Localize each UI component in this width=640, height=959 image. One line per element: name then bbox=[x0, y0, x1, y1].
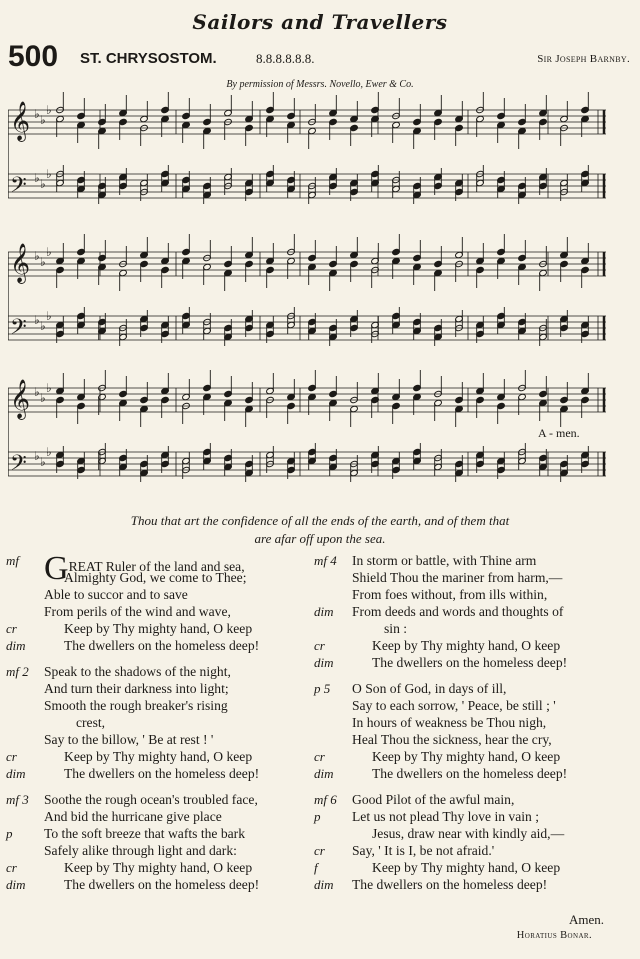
verse-line bbox=[6, 842, 306, 859]
permission-note: By permission of Messrs. Novello, Ewer & Co. bbox=[226, 79, 414, 90]
verse bbox=[314, 552, 614, 671]
flat-icon: ♭ bbox=[34, 171, 40, 185]
verse-line bbox=[6, 825, 306, 842]
verse-line bbox=[6, 603, 306, 620]
hymn-header bbox=[8, 40, 630, 76]
verse-line bbox=[6, 586, 306, 603]
epigraph-line-2: are afar off upon the sea. bbox=[254, 531, 386, 546]
dynamic-mark: mf 6 bbox=[314, 792, 337, 807]
verse-text: From deeds and words and thoughts of bbox=[352, 604, 564, 619]
verse-line bbox=[314, 714, 614, 731]
dynamic-mark: cr bbox=[314, 749, 325, 764]
verse-line bbox=[6, 748, 306, 765]
verse-text: Keep by Thy mighty hand, O keep bbox=[64, 749, 253, 764]
verse-text: And turn their darkness into light; bbox=[44, 681, 229, 696]
verse-line bbox=[314, 552, 614, 569]
verse-line bbox=[314, 603, 614, 620]
verse-line bbox=[314, 654, 614, 671]
flat-icon: ♭ bbox=[40, 391, 46, 405]
verse-line bbox=[314, 620, 614, 637]
verse-text: To the soft breeze that wafts the bark bbox=[44, 826, 245, 841]
flat-icon: ♭ bbox=[40, 177, 46, 191]
verse-text: The dwellers on the homeless deep! bbox=[64, 638, 260, 653]
verse-line bbox=[6, 697, 306, 714]
flat-icon: ♭ bbox=[34, 249, 40, 263]
verses-right-column bbox=[314, 552, 614, 902]
verse-line bbox=[6, 569, 306, 586]
verse-line bbox=[6, 714, 306, 731]
verse-text: Jesus, draw near with kindly aid,— bbox=[372, 826, 565, 841]
verse-text: In storm or battle, with Thine arm bbox=[352, 553, 537, 568]
verse-line bbox=[314, 765, 614, 782]
verse-line bbox=[6, 808, 306, 825]
verse-text: The dwellers on the homeless deep! bbox=[64, 766, 260, 781]
dynamic-mark: dim bbox=[314, 766, 334, 781]
verse bbox=[6, 663, 306, 782]
epigraph-line-1: Thou that art the confidence of all the ends of the earth, and of them that bbox=[130, 513, 510, 528]
dynamic-mark: dim bbox=[314, 655, 334, 670]
dynamic-mark: cr bbox=[6, 749, 17, 764]
verses-left-column bbox=[6, 552, 306, 902]
verse-text-rest: REAT Ruler of the land and sea, bbox=[68, 559, 245, 574]
dynamic-mark: dim bbox=[6, 766, 26, 781]
verse-line bbox=[314, 731, 614, 748]
dynamic-mark: dim bbox=[314, 604, 334, 619]
verse-text: sin : bbox=[384, 621, 408, 636]
verse-text: And bid the hurricane give place bbox=[44, 809, 222, 824]
verse-line bbox=[314, 569, 614, 586]
flat-icon: ♭ bbox=[34, 385, 40, 399]
section-title: Sailors and Travellers bbox=[192, 10, 448, 34]
bass-clef-icon: 𝄢 bbox=[10, 173, 27, 203]
verse-text: Smooth the rough breaker's rising bbox=[44, 698, 228, 713]
verse-line bbox=[314, 842, 614, 859]
dynamic-mark: mf 3 bbox=[6, 792, 29, 807]
flat-icon: ♭ bbox=[40, 455, 46, 469]
verse-text: Almighty God, we come to Thee; bbox=[64, 570, 247, 585]
drop-cap: G bbox=[44, 550, 69, 587]
verse bbox=[314, 680, 614, 782]
flat-icon: ♭ bbox=[46, 381, 52, 395]
verse-line bbox=[6, 765, 306, 782]
epigraph bbox=[40, 512, 600, 548]
verse-line bbox=[6, 859, 306, 876]
flat-icon: ♭ bbox=[46, 103, 52, 117]
verse-text: From perils of the wind and wave, bbox=[44, 604, 231, 619]
verse-text: O Son of God, in days of ill, bbox=[352, 681, 507, 696]
tune-name: ST. CHRYSOSTOM. bbox=[80, 50, 217, 67]
verse-text: Safely alike through light and dark: bbox=[44, 843, 237, 858]
amen-final: Amen. bbox=[568, 912, 604, 927]
flat-icon: ♭ bbox=[46, 445, 52, 459]
verse-text: Speak to the shadows of the night, bbox=[44, 664, 231, 679]
verse-line bbox=[314, 637, 614, 654]
verse-line bbox=[6, 791, 306, 808]
verse-text: Keep by Thy mighty hand, O keep bbox=[64, 621, 253, 636]
flat-icon: ♭ bbox=[34, 313, 40, 327]
verse-text: In hours of weakness be Thou nigh, bbox=[352, 715, 547, 730]
verse-text: Good Pilot of the awful main, bbox=[352, 792, 515, 807]
verse-line bbox=[314, 876, 614, 893]
verse-text: Keep by Thy mighty hand, O keep bbox=[372, 638, 561, 653]
verse bbox=[6, 552, 306, 654]
composer: Sir Joseph Barnby. bbox=[537, 53, 630, 65]
music-score bbox=[8, 92, 608, 512]
verse-line bbox=[6, 731, 306, 748]
flat-icon: ♭ bbox=[46, 167, 52, 181]
dynamic-mark: mf 2 bbox=[6, 664, 29, 679]
dynamic-mark: f bbox=[314, 860, 318, 875]
bass-clef-icon: 𝄢 bbox=[10, 451, 27, 481]
verse bbox=[6, 791, 306, 893]
dynamic-mark: mf bbox=[6, 553, 19, 568]
verse-text: Keep by Thy mighty hand, O keep bbox=[64, 860, 253, 875]
flat-icon: ♭ bbox=[40, 319, 46, 333]
treble-clef-icon: 𝄞 bbox=[10, 101, 31, 141]
dynamic-mark: cr bbox=[314, 638, 325, 653]
verse-line bbox=[314, 825, 614, 842]
verse-text: The dwellers on the homeless deep! bbox=[372, 766, 568, 781]
flat-icon: ♭ bbox=[40, 113, 46, 127]
verse-text: Say to the billow, ' Be at rest ! ' bbox=[44, 732, 214, 747]
verse-line bbox=[314, 697, 614, 714]
verse-text: The dwellers on the homeless deep! bbox=[352, 877, 548, 892]
verse-text: Let us not plead Thy love in vain ; bbox=[352, 809, 540, 824]
verse-text: Say to each sorrow, ' Peace, be still ; ' bbox=[352, 698, 556, 713]
verses bbox=[0, 552, 640, 932]
flat-icon: ♭ bbox=[34, 449, 40, 463]
verse-text: Keep by Thy mighty hand, O keep bbox=[372, 860, 561, 875]
meter: 8.8.8.8.8.8. bbox=[256, 51, 315, 66]
amen-lyric: A - men. bbox=[538, 426, 580, 440]
verse-line bbox=[6, 620, 306, 637]
verse-text: Soothe the rough ocean's troubled face, bbox=[44, 792, 258, 807]
dynamic-mark: dim bbox=[314, 877, 334, 892]
verse-text: Shield Thou the mariner from harm,— bbox=[352, 570, 563, 585]
score-svg bbox=[8, 92, 608, 512]
hymn-number: 500 bbox=[8, 40, 59, 73]
verse bbox=[314, 791, 614, 893]
flat-icon: ♭ bbox=[46, 309, 52, 323]
dynamic-mark: p 5 bbox=[314, 681, 331, 696]
verse-line bbox=[6, 637, 306, 654]
verse-line bbox=[314, 808, 614, 825]
dynamic-mark: cr bbox=[6, 621, 17, 636]
dynamic-mark: dim bbox=[6, 877, 26, 892]
verse-text: From foes without, from ills within, bbox=[352, 587, 548, 602]
dynamic-mark: p bbox=[314, 809, 321, 824]
treble-clef-icon: 𝄞 bbox=[10, 379, 31, 419]
verse-line bbox=[6, 876, 306, 893]
flat-icon: ♭ bbox=[34, 107, 40, 121]
verse-text: The dwellers on the homeless deep! bbox=[372, 655, 568, 670]
verse-line bbox=[314, 680, 614, 697]
verse-text: Keep by Thy mighty hand, O keep bbox=[372, 749, 561, 764]
bass-clef-icon: 𝄢 bbox=[10, 315, 27, 345]
dynamic-mark: p bbox=[6, 826, 13, 841]
treble-clef-icon: 𝄞 bbox=[10, 243, 31, 283]
dynamic-mark: cr bbox=[6, 860, 17, 875]
verse-line bbox=[314, 791, 614, 808]
verse-text: crest, bbox=[76, 715, 106, 730]
dynamic-mark: mf 4 bbox=[314, 553, 337, 568]
verse-text: The dwellers on the homeless deep! bbox=[64, 877, 260, 892]
verse-text: Able to succor and to save bbox=[44, 587, 188, 602]
dynamic-mark: dim bbox=[6, 638, 26, 653]
verse-line bbox=[6, 663, 306, 680]
verse-line bbox=[314, 748, 614, 765]
dynamic-mark: cr bbox=[314, 843, 325, 858]
flat-icon: ♭ bbox=[46, 245, 52, 259]
verse-text: Heal Thou the sickness, hear the cry, bbox=[352, 732, 552, 747]
author: Horatius Bonar. bbox=[516, 930, 592, 941]
verse-line bbox=[314, 586, 614, 603]
verse-text: Say, ' It is I, be not afraid.' bbox=[352, 843, 495, 858]
verse-line bbox=[6, 680, 306, 697]
verse-line bbox=[314, 859, 614, 876]
flat-icon: ♭ bbox=[40, 255, 46, 269]
